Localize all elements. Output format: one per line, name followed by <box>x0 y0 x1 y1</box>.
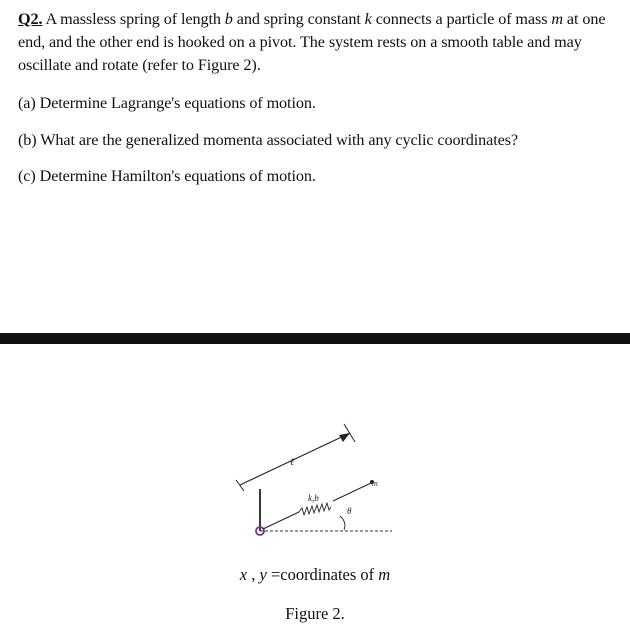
variable-k: k <box>364 10 372 28</box>
question-text <box>18 8 614 77</box>
question-segment: and spring constant <box>232 10 365 28</box>
spring-connector <box>263 512 299 529</box>
length-dimension <box>236 424 355 491</box>
part-a: (a) Determine Lagrange's equations of motion. <box>18 94 316 112</box>
part-b: (b) What are the generalized momenta associated with any cyclic coordinates? <box>18 131 518 149</box>
spring-label: k,b <box>308 493 319 503</box>
spring-to-mass-line <box>333 483 371 501</box>
question-number: Q2. <box>18 10 43 28</box>
coord-text: =coordinates of <box>266 565 379 584</box>
angle-label: θ <box>347 506 352 516</box>
spring-coil <box>299 503 331 515</box>
spring-pendulum-figure <box>226 420 396 545</box>
figure-caption: Figure 2. <box>285 604 345 623</box>
coord-x: x <box>239 565 248 584</box>
divider-bar <box>0 333 630 344</box>
coord-m: m <box>378 565 391 584</box>
variable-m: m <box>551 10 563 28</box>
variable-b: b <box>224 10 233 28</box>
angle-arc <box>340 516 345 530</box>
question-segment: connects a particle of mass <box>371 10 552 28</box>
mass-label: m <box>372 479 378 488</box>
part-c: (c) Determine Hamilton's equations of motion. <box>18 167 316 185</box>
question-segment: at one end, and the other end is hooked on a pivot. The system rests on a smooth table and may oscillate and rotate (refer to Figure 2). <box>18 10 606 74</box>
arrowhead <box>339 433 350 442</box>
coord-y: y <box>259 565 267 584</box>
coord-sep: , <box>247 565 260 584</box>
length-label: ℓ <box>290 457 295 468</box>
coordinates-caption <box>0 565 630 585</box>
question-segment: A massless spring of length <box>42 10 225 28</box>
